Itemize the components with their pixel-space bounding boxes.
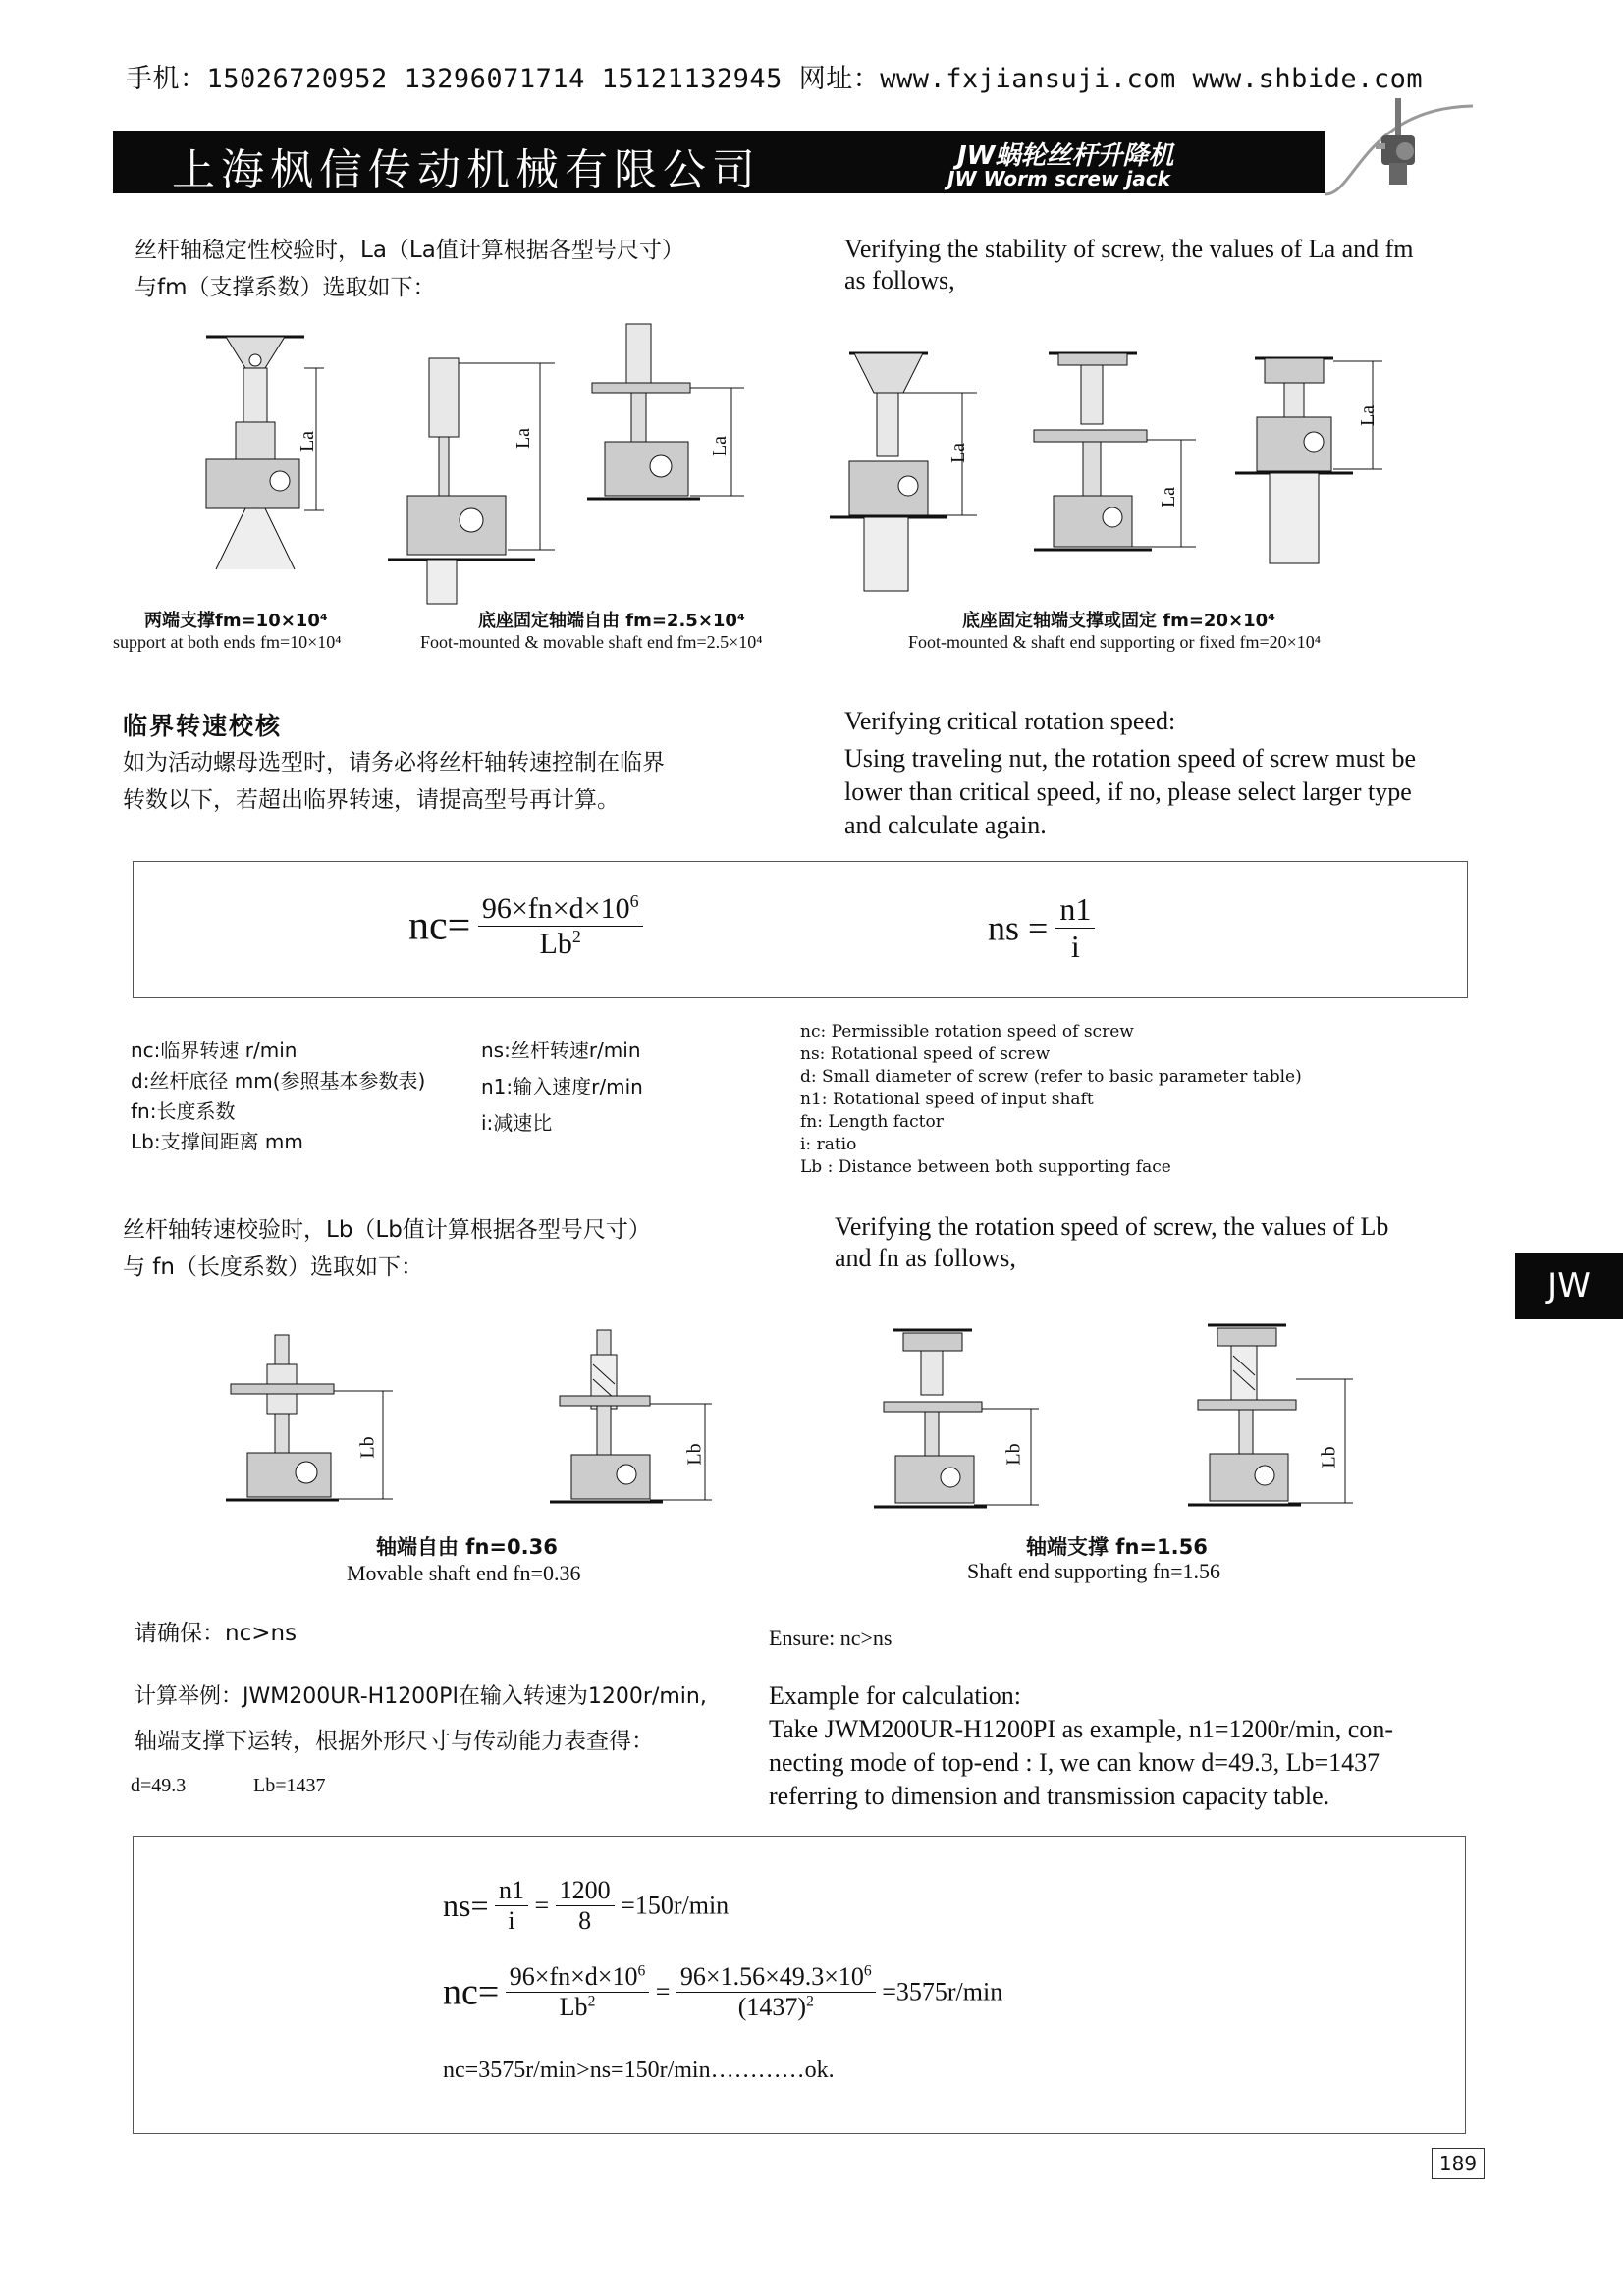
diagram-shaft-supporting-c [874, 1325, 1046, 1517]
example-cn-line1: 计算举例：JWM200UR-H1200PI在输入转速为1200r/min, [135, 1684, 707, 1709]
nc2-numerator-value: 96×1.56×49.3×10 [679, 1962, 864, 1991]
def-n1-en: n1: Rotational speed of input shaft [800, 1090, 1094, 1109]
dim-lb-1: Lb [356, 1436, 379, 1459]
ns-denominator: i [1070, 929, 1080, 964]
rotation-cn-line1: 丝杆轴转速校验时，Lb（Lb值计算根据各型号尺寸） [123, 1217, 651, 1243]
caption-both-ends-cn: 两端支撑fm=10×10⁴ [144, 611, 328, 631]
def-i-cn: i:减速比 [481, 1111, 553, 1135]
def-ns-cn: ns:丝杆转速r/min [481, 1039, 641, 1062]
formula-box-example [133, 1836, 1466, 2134]
stability-en-line1: Verifying the stability of screw, the values of La and fm [844, 235, 1414, 263]
nc2-numerator: 96×fn×d×10 [509, 1962, 638, 1991]
dim-la-1: La [297, 430, 319, 453]
dim-la-4: La [947, 442, 970, 464]
ns2-fraction-symbolic [495, 1876, 528, 1936]
critical-body-cn1: 如为活动螺母选型时，请务必将丝杆轴转速控制在临界 [123, 750, 665, 775]
diagram-shaft-supporting-a [830, 348, 987, 614]
caption-foot-supporting-cn: 底座固定轴端支撑或固定 fm=20×10⁴ [962, 611, 1275, 631]
definitions-cn-left [131, 1036, 425, 1157]
caption-foot-supporting-en: Foot-mounted & shaft end supporting or fixed fm=20×10⁴ [908, 632, 1322, 652]
caption-foot-movable-cn: 底座固定轴端自由 fm=2.5×10⁴ [478, 611, 745, 631]
def-ns-en: ns: Rotational speed of screw [800, 1044, 1051, 1064]
critical-body-en3: and calculate again. [844, 811, 1047, 839]
def-lb-en: Lb : Distance between both supporting face [800, 1157, 1171, 1177]
contact-line: 手机：15026720952 13296071714 15121132945 网址：www.fxjiansuji.com www.shbide.com [126, 64, 1424, 94]
ns-lhs: ns = [988, 908, 1049, 948]
caption-shaft-supporting-en: Shaft end supporting fn=1.56 [967, 1559, 1221, 1583]
critical-body-cn2: 转数以下，若超出临界转速，请提高型号再计算。 [123, 787, 620, 813]
nc2-fraction-symbolic [506, 1962, 649, 2022]
dim-la-2: La [513, 427, 535, 450]
ns2-denominator: i [508, 1906, 515, 1935]
definitions-cn-right [481, 1036, 643, 1139]
example-cn-lb: Lb=1437 [253, 1775, 326, 1796]
ns-numerator: n1 [1055, 891, 1095, 929]
rotation-en-line2: and fn as follows, [835, 1244, 1016, 1272]
dim-la-3: La [709, 435, 731, 457]
diagram-shaft-fixed [1235, 353, 1392, 569]
example-cn-d: d=49.3 [131, 1775, 187, 1796]
dim-la-5: La [1158, 486, 1180, 508]
critical-body-en2: lower than critical speed, if no, please select larger type [844, 777, 1412, 806]
caption-foot-movable-en: Foot-mounted & movable shaft end fm=2.5×10⁴ [420, 632, 763, 652]
def-i-en: i: ratio [800, 1135, 857, 1154]
nc2-denominator: Lb [559, 1993, 588, 2021]
product-name-en: JW Worm screw jack [947, 167, 1170, 190]
diagram-shaft-supporting-d [1188, 1320, 1360, 1517]
formula-nc [408, 891, 643, 961]
diagram-foot-movable-b [587, 319, 754, 525]
ns2-result: =150r/min [621, 1891, 730, 1920]
diagram-foot-movable-a [388, 353, 565, 604]
nc2-equals: = [655, 1977, 671, 2006]
formula-conclusion: nc=3575r/min>ns=150r/min…………ok. [443, 2057, 835, 2083]
formula-nc-example [443, 1962, 1002, 2022]
def-d-cn: d:丝杆底径 mm(参照基本参数表) [131, 1069, 426, 1093]
dim-lb-2: Lb [683, 1443, 706, 1466]
nc2-num-exponent: 6 [637, 1962, 646, 1980]
nc2-denominator-value: (1437) [737, 1993, 807, 2021]
ns2-fraction-numeric [556, 1876, 615, 1936]
critical-title-en: Verifying critical rotation speed: [844, 707, 1176, 735]
nc2-lhs: nc= [443, 1971, 500, 2013]
caption-movable-shaft-en: Movable shaft end fn=0.36 [347, 1561, 581, 1585]
def-nc-en: nc: Permissible rotation speed of screw [800, 1022, 1134, 1041]
example-en-line3: referring to dimension and transmission capacity table. [769, 1782, 1330, 1810]
rotation-cn-line2: 与 fn（长度系数）选取如下： [123, 1255, 423, 1280]
def-lb-cn: Lb:支撑间距离 mm [131, 1130, 303, 1153]
dim-lb-3: Lb [1002, 1443, 1025, 1466]
stability-cn-line1: 丝杆轴稳定性校验时，La（La值计算根据各型号尺寸） [135, 238, 684, 263]
formula-ns-example [443, 1876, 729, 1936]
ns2-numerator: n1 [495, 1876, 528, 1906]
dim-la-6: La [1357, 404, 1380, 427]
caption-shaft-supporting-cn: 轴端支撑 fn=1.56 [1026, 1535, 1208, 1559]
def-fn-cn: fn:长度系数 [131, 1099, 236, 1123]
nc2-den-exponent: 2 [587, 1993, 596, 2010]
diagram-shaft-supporting-b [1034, 348, 1201, 584]
formula-ns [988, 891, 1095, 965]
example-en-title: Example for calculation: [769, 1682, 1022, 1710]
nc-numerator: 96×fn×d×10 [481, 892, 630, 925]
worm-jack-icon [1370, 98, 1429, 191]
page-number: 189 [1432, 2148, 1485, 2179]
ns-fraction [1055, 891, 1095, 965]
example-en-line1: Take JWM200UR-H1200PI as example, n1=1200r/min, con- [769, 1715, 1394, 1743]
formula-box-critical [133, 861, 1468, 998]
ns2-numerator-value: 1200 [556, 1876, 615, 1906]
diagram-movable-shaft-a [226, 1330, 403, 1507]
ensure-cn: 请确保：nc>ns [135, 1621, 298, 1646]
critical-title-cn: 临界转速校核 [123, 712, 283, 740]
section-tab-jw: JW [1515, 1253, 1623, 1319]
nc-num-exponent: 6 [629, 891, 639, 911]
nc-denominator: Lb [539, 928, 572, 960]
definitions-en [800, 1021, 1302, 1179]
def-d-en: d: Small diameter of screw (refer to basic parameter table) [800, 1067, 1302, 1087]
product-name-cn: JW蜗轮丝杆升降机 [957, 141, 1174, 171]
stability-en-line2: as follows, [844, 266, 955, 294]
dim-lb-4: Lb [1318, 1446, 1340, 1468]
nc-lhs: nc= [408, 903, 471, 949]
ns2-denominator-value: 8 [578, 1906, 592, 1935]
def-nc-cn: nc:临界转速 r/min [131, 1039, 298, 1062]
caption-movable-shaft-cn: 轴端自由 fn=0.36 [376, 1535, 558, 1559]
critical-body-en1: Using traveling nut, the rotation speed of screw must be [844, 744, 1416, 773]
ns2-lhs: ns= [443, 1888, 489, 1923]
stability-cn-line2: 与fm（支撑系数）选取如下： [135, 275, 436, 300]
nc2-num-value-exponent: 6 [863, 1962, 872, 1980]
company-name: 上海枫信传动机械有限公司 [172, 145, 761, 195]
example-cn-line2: 轴端支撑下运转，根据外形尺寸与传动能力表查得： [135, 1729, 654, 1754]
nc2-den-value-exponent: 2 [806, 1993, 814, 2010]
def-fn-en: fn: Length factor [800, 1112, 944, 1132]
def-n1-cn: n1:输入速度r/min [481, 1075, 643, 1098]
nc-den-exponent: 2 [571, 927, 581, 946]
example-en-line2: necting mode of top-end : I, we can know d=49.3, Lb=1437 [769, 1748, 1380, 1777]
caption-both-ends-en: support at both ends fm=10×10⁴ [113, 632, 342, 652]
nc2-result: =3575r/min [882, 1977, 1003, 2006]
diagram-movable-shaft-b [550, 1325, 722, 1512]
rotation-en-line1: Verifying the rotation speed of screw, the values of Lb [835, 1212, 1389, 1241]
ns2-equals: = [534, 1891, 550, 1920]
ensure-en: Ensure: nc>ns [769, 1626, 893, 1650]
nc-fraction [478, 891, 643, 961]
nc2-fraction-numeric [676, 1962, 876, 2022]
